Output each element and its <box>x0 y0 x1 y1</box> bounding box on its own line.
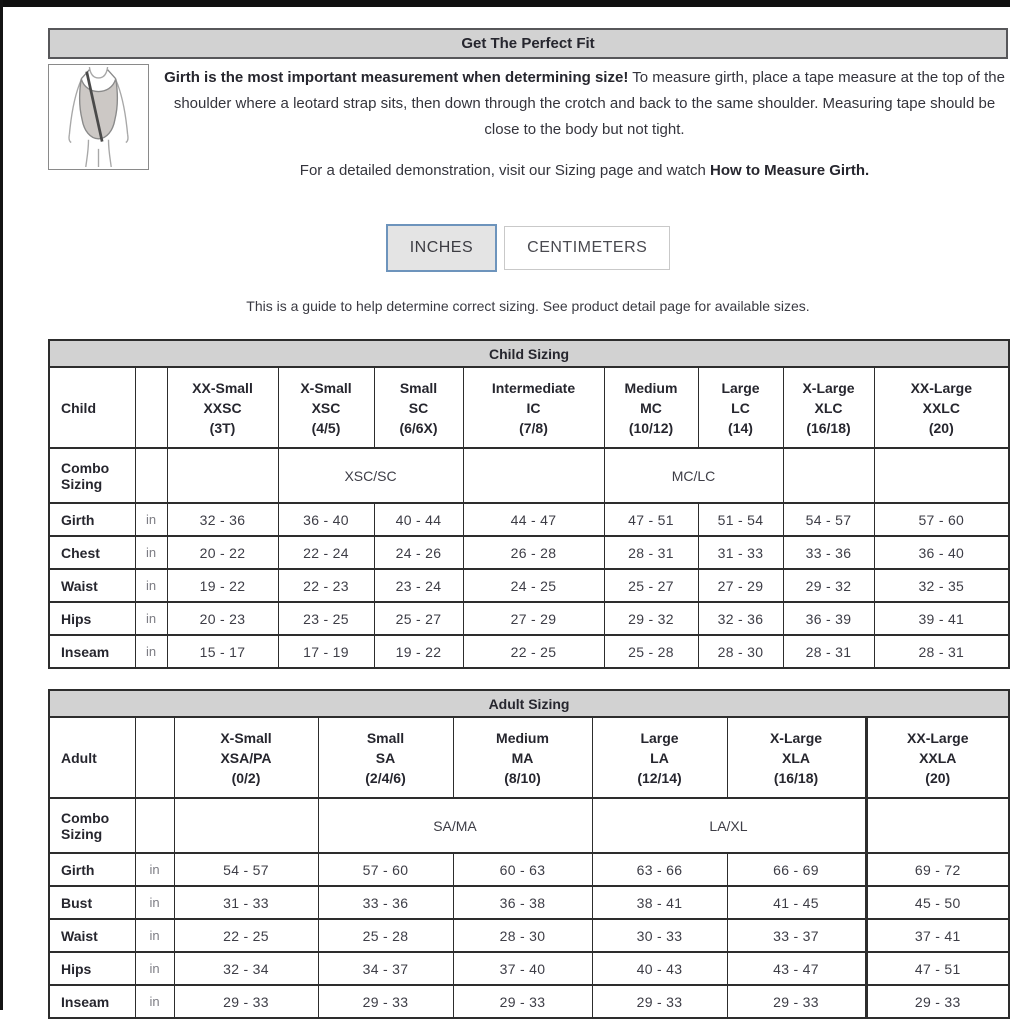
child-col-small: Small SC (6/6X) <box>374 367 463 448</box>
child-col-large: Large LC (14) <box>698 367 783 448</box>
empty-cell <box>783 448 874 503</box>
demo-line <box>161 158 1008 184</box>
child-waist-row: Waist in 19 - 22 22 - 23 23 - 24 24 - 25 25 - 27 27 - 29 29 - 32 32 - 35 <box>49 569 1009 602</box>
child-col-medium: Medium MC (10/12) <box>604 367 698 448</box>
child-col-xsmall: X-Small XSC (4/5) <box>278 367 374 448</box>
leotard-girth-icon <box>51 67 146 167</box>
empty-cell <box>135 798 174 853</box>
unit-cell: in <box>135 635 167 668</box>
unit-cell: in <box>135 985 174 1018</box>
empty-cell <box>174 798 318 853</box>
adult-row-header: Adult <box>49 717 135 798</box>
child-table-header-row <box>49 367 1009 448</box>
adult-unit-header <box>135 717 174 798</box>
girth-illustration-box <box>48 64 149 170</box>
child-combo-mc-lc: MC/LC <box>604 448 783 503</box>
unit-cell: in <box>135 536 167 569</box>
child-table-title: Child Sizing <box>49 340 1009 367</box>
child-combo-row <box>49 448 1009 503</box>
child-unit-header <box>135 367 167 448</box>
child-col-intermediate: Intermediate IC (7/8) <box>463 367 604 448</box>
child-combo-label: Combo Sizing <box>49 448 135 503</box>
adult-col-xlarge: X-Large XLA (16/18) <box>727 717 866 798</box>
child-hips-row: Hips in 20 - 23 23 - 25 25 - 27 27 - 29 29 - 32 32 - 36 36 - 39 39 - 41 <box>49 602 1009 635</box>
section-header-bar <box>48 28 1008 59</box>
adult-col-xxlarge: XX-Large XXLA (20) <box>866 717 1009 798</box>
unit-cell: in <box>135 503 167 536</box>
girth-instructions-lead: Girth is the most important measurement when determining size! <box>164 69 629 86</box>
child-col-xlarge: X-Large XLC (16/18) <box>783 367 874 448</box>
child-girth-row: Girth in 32 - 36 36 - 40 40 - 44 44 - 47 47 - 51 51 - 54 54 - 57 57 - 60 <box>49 503 1009 536</box>
child-sizing-table <box>48 339 1010 669</box>
adult-col-large: Large LA (12/14) <box>592 717 727 798</box>
adult-col-small: Small SA (2/4/6) <box>318 717 453 798</box>
adult-table-title-row <box>49 690 1009 717</box>
top-border-strip <box>0 0 1010 7</box>
child-col-xxlarge: XX-Large XXLC (20) <box>874 367 1009 448</box>
empty-cell <box>463 448 604 503</box>
content-area <box>48 0 1008 1019</box>
page-title: Get The Perfect Fit <box>461 35 595 52</box>
child-row-header: Child <box>49 367 135 448</box>
centimeters-button[interactable]: CENTIMETERS <box>504 226 670 270</box>
unit-cell: in <box>135 952 174 985</box>
adult-bust-row: Bust in 31 - 33 33 - 36 36 - 38 38 - 41 41 - 45 45 - 50 <box>49 886 1009 919</box>
child-combo-xsc-sc: XSC/SC <box>278 448 463 503</box>
adult-sizing-table <box>48 689 1010 1019</box>
adult-combo-label: Combo Sizing <box>49 798 135 853</box>
child-inseam-row: Inseam in 15 - 17 17 - 19 19 - 22 22 - 25 25 - 28 28 - 30 28 - 31 28 - 31 <box>49 635 1009 668</box>
unit-cell: in <box>135 886 174 919</box>
child-table-title-row <box>49 340 1009 367</box>
adult-col-medium: Medium MA (8/10) <box>453 717 592 798</box>
demo-line-text: For a detailed demonstration, visit our Sizing page and watch <box>299 162 711 179</box>
adult-combo-la-xl: LA/XL <box>592 798 866 853</box>
adult-col-xsmall: X-Small XSA/PA (0/2) <box>174 717 318 798</box>
intro-section <box>48 64 1008 184</box>
child-col-xxsmall: XX-Small XXSC (3T) <box>167 367 278 448</box>
left-border-strip <box>0 0 3 1010</box>
adult-table-title: Adult Sizing <box>49 690 1009 717</box>
adult-table-header-row <box>49 717 1009 798</box>
guide-note: This is a guide to help determine correct sizing. See product detail page for available sizes. <box>246 298 810 314</box>
unit-cell: in <box>135 602 167 635</box>
unit-toggle <box>48 224 1008 272</box>
adult-combo-row <box>49 798 1009 853</box>
adult-combo-sa-ma: SA/MA <box>318 798 592 853</box>
empty-cell <box>135 448 167 503</box>
unit-cell: in <box>135 569 167 602</box>
unit-cell: in <box>135 853 174 886</box>
adult-waist-row: Waist in 22 - 25 25 - 28 28 - 30 30 - 33 33 - 37 37 - 41 <box>49 919 1009 952</box>
girth-instructions-body: To measure girth, place a tape measure at the top of the shoulder where a leotard strap sits, then down through the crotch and back to the same shoulder. Measuring tape should be close to the body but not tight. <box>173 69 1005 138</box>
adult-inseam-row: Inseam in 29 - 33 29 - 33 29 - 33 29 - 33 29 - 33 29 - 33 <box>49 985 1009 1018</box>
empty-cell <box>167 448 278 503</box>
adult-girth-row: Girth in 54 - 57 57 - 60 60 - 63 63 - 66 66 - 69 69 - 72 <box>49 853 1009 886</box>
unit-cell: in <box>135 919 174 952</box>
empty-cell <box>874 448 1009 503</box>
inches-button[interactable]: INCHES <box>386 224 497 272</box>
adult-hips-row: Hips in 32 - 34 34 - 37 37 - 40 40 - 43 43 - 47 47 - 51 <box>49 952 1009 985</box>
demo-line-bold: How to Measure Girth. <box>710 162 870 179</box>
child-chest-row: Chest in 20 - 22 22 - 24 24 - 26 26 - 28 28 - 31 31 - 33 33 - 36 36 - 40 <box>49 536 1009 569</box>
girth-instructions <box>149 64 1008 184</box>
empty-cell <box>866 798 1009 853</box>
